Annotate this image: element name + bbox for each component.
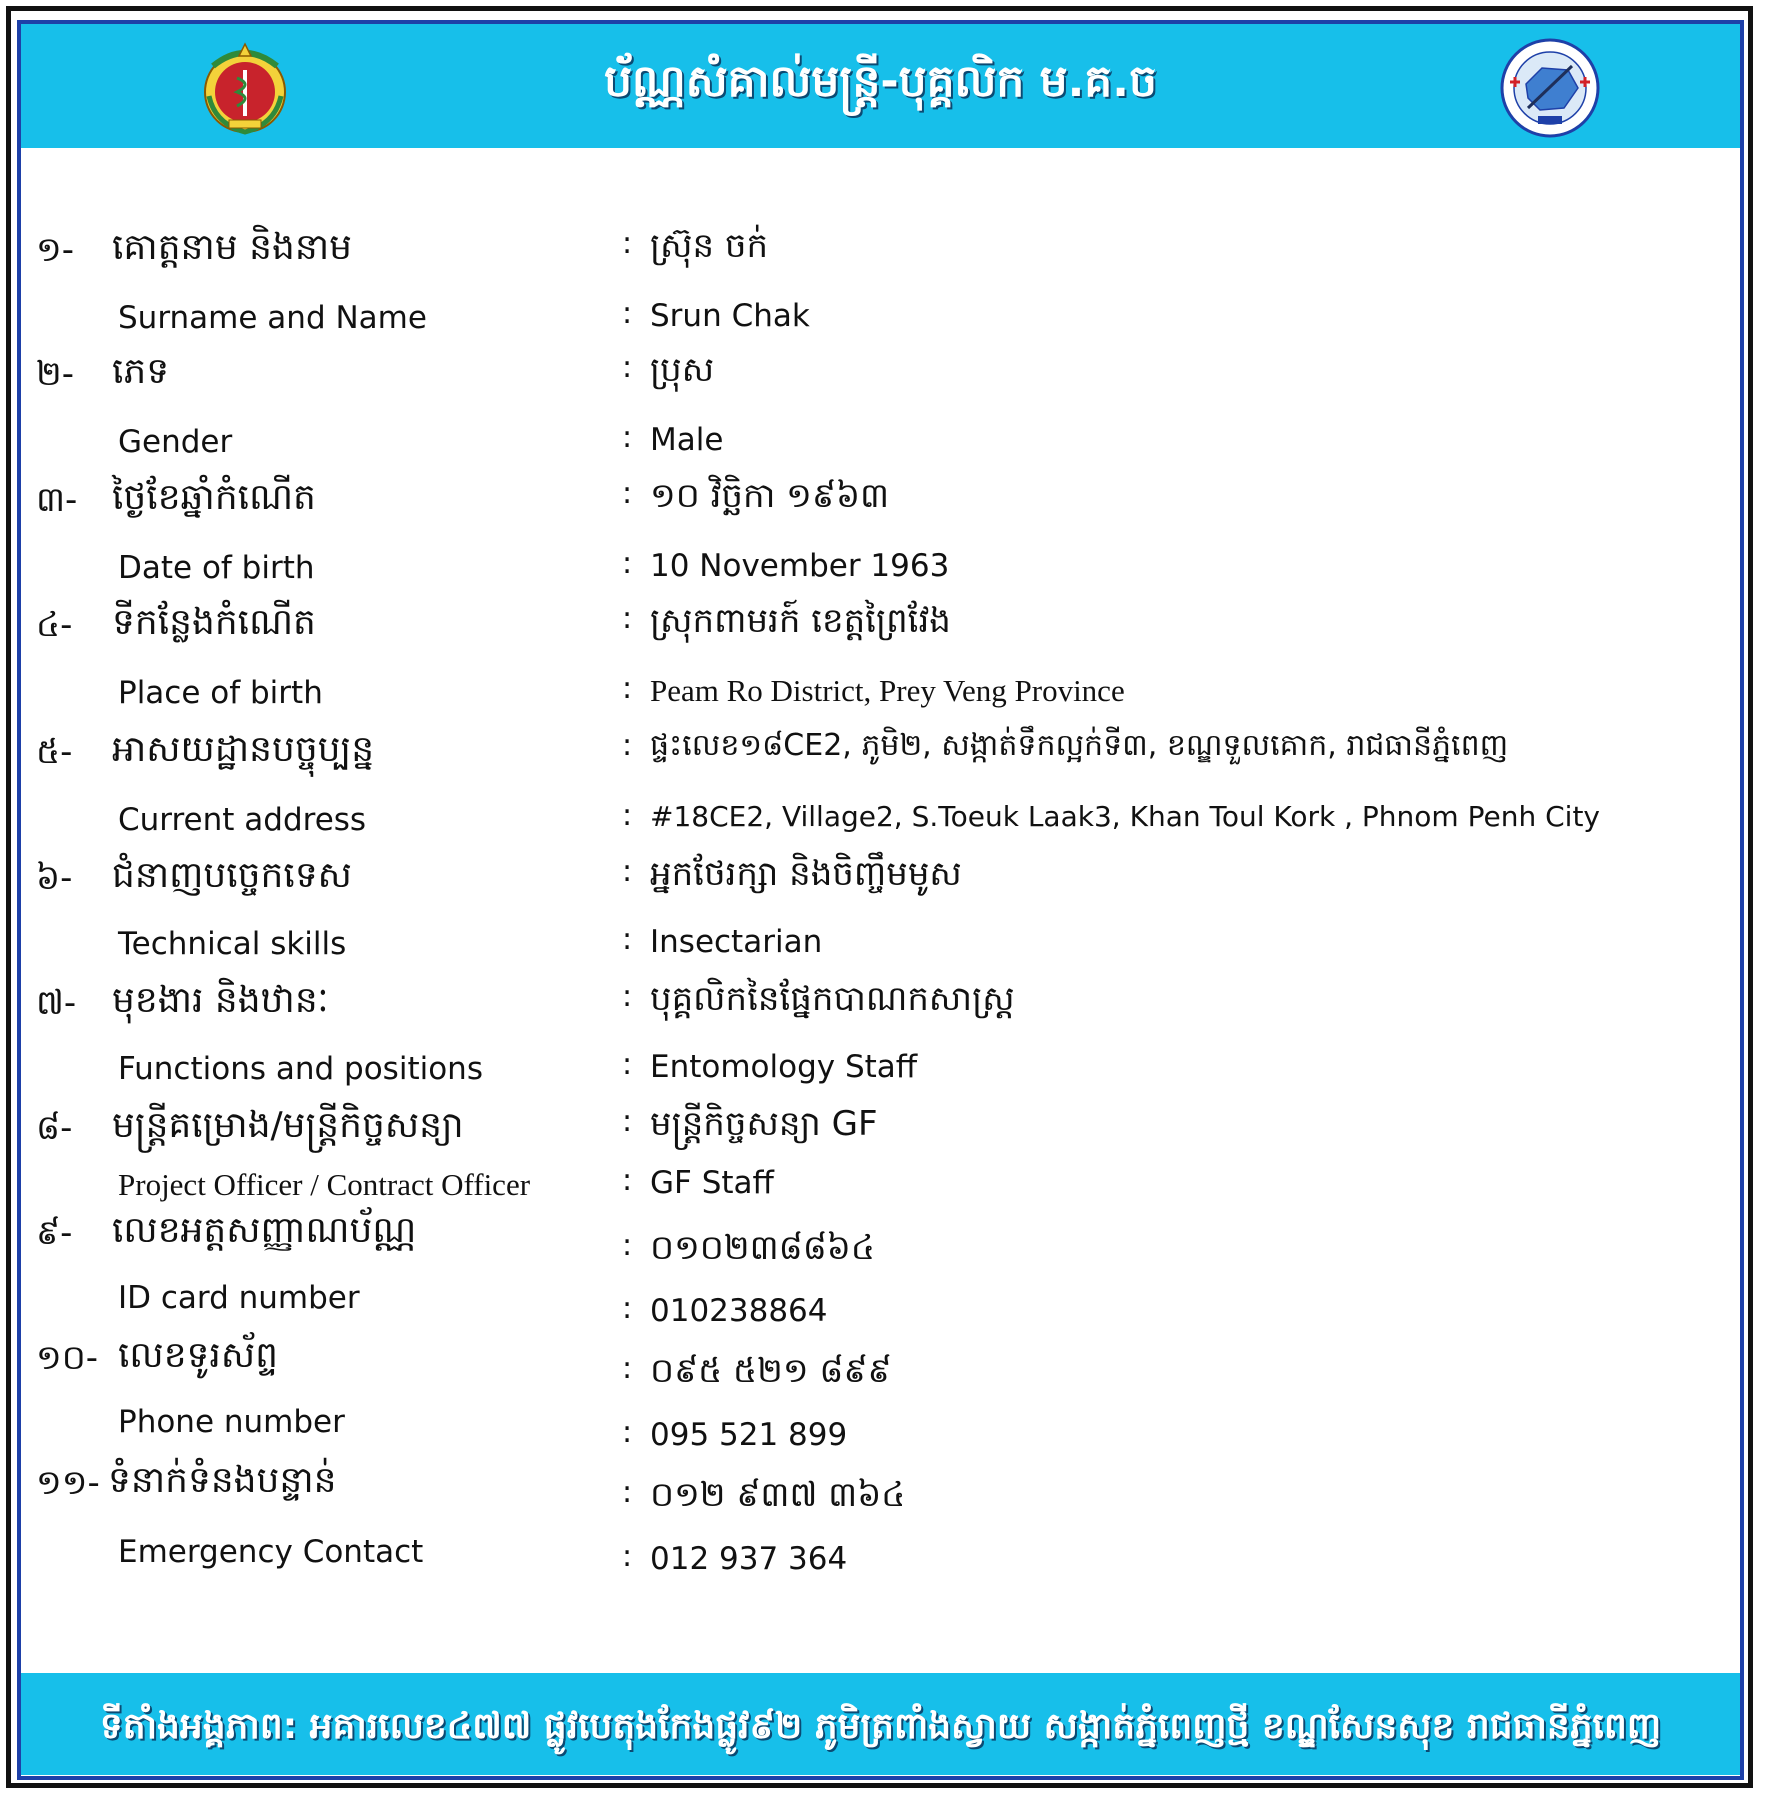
emergency-contact-value: 012 937 364 bbox=[650, 1541, 848, 1577]
place-of-birth-label: Place of birth bbox=[118, 675, 323, 711]
footer-banner bbox=[21, 1673, 1740, 1775]
card-title: ប័ណ្ណសំគាល់មន្ត្រី-បុគ្គលិក ម.គ.ច bbox=[604, 56, 1157, 107]
colon: : bbox=[622, 1475, 633, 1510]
functions-and-positions-label-km: មុខងារ និងឋានៈ bbox=[112, 980, 329, 1021]
colon: : bbox=[622, 1351, 633, 1386]
surname-and-name-label: Surname and Name bbox=[118, 300, 427, 336]
date-of-birth-label-km: ថ្ងៃខែឆ្នាំកំណើត bbox=[112, 477, 316, 518]
field-1-km-row bbox=[0, 222, 1771, 278]
header-banner bbox=[21, 24, 1740, 148]
current-address-label-km: អាសយដ្ឋានបច្ចុប្បន្ន bbox=[112, 729, 375, 770]
field-number: ៤- bbox=[36, 605, 73, 645]
current-address-value: #18CE2, Village2, S.Toeuk Laak3, Khan Toul Kork , Phnom Penh City bbox=[650, 800, 1600, 833]
project-contract-officer-label-km: មន្ត្រីគម្រោង/មន្ត្រីកិច្ចសន្យា bbox=[112, 1105, 464, 1146]
field-1-en-row bbox=[0, 292, 1771, 348]
phone-number-label: Phone number bbox=[118, 1404, 345, 1440]
colon: : bbox=[622, 1047, 633, 1082]
colon: : bbox=[622, 476, 633, 511]
colon: : bbox=[622, 1291, 633, 1326]
colon: : bbox=[622, 728, 633, 763]
date-of-birth-value-km: ១០ វិច្ឆិកា ១៩៦៣ bbox=[650, 476, 890, 516]
technical-skills-label: Technical skills bbox=[118, 926, 347, 962]
date-of-birth-label: Date of birth bbox=[118, 550, 315, 586]
gender-label: Gender bbox=[118, 424, 233, 460]
field-11-en-value-row bbox=[0, 1535, 1771, 1591]
id-card-number-label-km: លេខអត្តសញ្ញាណប័ណ្ណ bbox=[112, 1210, 417, 1251]
emergency-contact-label-km: ទំនាក់ទំនងបន្ទាន់ bbox=[108, 1460, 337, 1501]
date-of-birth-value: 10 November 1963 bbox=[650, 548, 950, 584]
colon: : bbox=[622, 601, 633, 636]
colon: : bbox=[622, 979, 633, 1014]
colon: : bbox=[622, 671, 633, 706]
field-number: ៣- bbox=[36, 480, 78, 520]
id-card-number-value-km: ០១០២៣៨៨៦៤ bbox=[650, 1228, 875, 1268]
gender-value-km: ប្រុស bbox=[650, 350, 715, 390]
field-number: ១១- bbox=[36, 1463, 100, 1503]
emergency-contact-label: Emergency Contact bbox=[118, 1534, 424, 1570]
office-address: ទីតាំងអង្គភាព: អគារលេខ៤៧៧ ផ្លូវបេតុងកែងផ្លូវ៩២ ភូមិត្រពាំងស្វាយ សង្កាត់ភ្នំពេញថ្មី ខណ្ឌសែនសុខ រាជធានីភ្នំពេញ bbox=[99, 1706, 1662, 1747]
field-6-km-row bbox=[0, 850, 1771, 906]
field-5-km-row bbox=[0, 724, 1771, 780]
field-5-en-row bbox=[0, 794, 1771, 850]
colon: : bbox=[622, 226, 633, 261]
gender-value: Male bbox=[650, 422, 724, 458]
technical-skills-value: Insectarian bbox=[650, 924, 823, 960]
field-7-en-row bbox=[0, 1043, 1771, 1099]
field-3-en-row bbox=[0, 542, 1771, 598]
gender-label-km: ភេទ bbox=[112, 351, 170, 392]
colon: : bbox=[622, 922, 633, 957]
field-3-km-row bbox=[0, 472, 1771, 528]
surname-and-name-label-km: គោត្តនាម និងនាម bbox=[112, 227, 352, 268]
project-contract-officer-value-km: មន្ត្រីកិច្ចសន្យា GF bbox=[650, 1104, 878, 1144]
project-contract-officer-value: GF Staff bbox=[650, 1165, 774, 1201]
field-number: ២- bbox=[36, 354, 75, 394]
field-10-km-value-row bbox=[0, 1347, 1771, 1403]
id-card-number-value: 010238864 bbox=[650, 1293, 828, 1329]
current-address-label: Current address bbox=[118, 802, 367, 838]
technical-skills-label-km: ជំនាញបច្ចេកទេស bbox=[112, 855, 352, 896]
surname-and-name-value-km: ស្រ៊ុន ចក់ bbox=[650, 226, 769, 266]
field-number: ៨- bbox=[36, 1108, 73, 1148]
place-of-birth-value: Peam Ro District, Prey Veng Province bbox=[650, 673, 1125, 708]
colon: : bbox=[622, 420, 633, 455]
colon: : bbox=[622, 350, 633, 385]
field-2-en-row bbox=[0, 416, 1771, 472]
colon: : bbox=[622, 1163, 633, 1198]
field-number: ៧- bbox=[36, 983, 77, 1023]
field-7-km-row bbox=[0, 975, 1771, 1031]
colon: : bbox=[622, 854, 633, 889]
emergency-contact-value-km: ០១២ ៩៣៧ ៣៦៤ bbox=[650, 1475, 906, 1515]
functions-and-positions-value-km: បុគ្គលិកនៃផ្នែកបាណកសាស្ត្រ bbox=[650, 979, 1015, 1019]
phone-number-label-km: លេខទូរស័ព្ទ bbox=[118, 1335, 278, 1376]
field-2-km-row bbox=[0, 346, 1771, 402]
colon: : bbox=[622, 1415, 633, 1450]
functions-and-positions-label: Functions and positions bbox=[118, 1051, 483, 1087]
id-card-number-label: ID card number bbox=[118, 1280, 360, 1316]
field-6-en-row bbox=[0, 918, 1771, 974]
phone-number-value: 095 521 899 bbox=[650, 1417, 848, 1453]
place-of-birth-label-km: ទីកន្លែងកំណើត bbox=[112, 602, 316, 643]
current-address-value-km: ផ្ទះលេខ១៨CE2, ភូមិ២, សង្កាត់ទឹកល្អក់ទី៣, ខណ្ឌទួលគោក, រាជធានីភ្នំពេញ bbox=[650, 728, 1509, 763]
field-number: ១០- bbox=[36, 1338, 99, 1378]
functions-and-positions-value: Entomology Staff bbox=[650, 1049, 918, 1085]
project-contract-officer-label: Project Officer / Contract Officer bbox=[118, 1167, 531, 1202]
cnm-logo-icon bbox=[1498, 36, 1602, 140]
colon: : bbox=[622, 1228, 633, 1263]
field-number: ៥- bbox=[36, 732, 73, 772]
field-number: ៩- bbox=[36, 1213, 73, 1253]
field-11-km-value-row bbox=[0, 1471, 1771, 1527]
technical-skills-value-km: អ្នកថែរក្សា និងចិញ្ចឹមមូស bbox=[650, 854, 962, 894]
colon: : bbox=[622, 546, 633, 581]
colon: : bbox=[622, 798, 633, 833]
place-of-birth-value-km: ស្រុកពាមរក៍ ខេត្តព្រៃវែង bbox=[650, 601, 951, 641]
colon: : bbox=[622, 296, 633, 331]
colon: : bbox=[622, 1104, 633, 1139]
field-number: ១- bbox=[36, 230, 75, 270]
field-number: ៦- bbox=[36, 858, 73, 898]
field-4-km-row bbox=[0, 597, 1771, 653]
phone-number-value-km: ០៩៥ ៥២១ ៨៩៩ bbox=[650, 1351, 892, 1391]
colon: : bbox=[622, 1539, 633, 1574]
field-4-en-row bbox=[0, 667, 1771, 723]
surname-and-name-value: Srun Chak bbox=[650, 298, 810, 334]
field-8-km-row bbox=[0, 1100, 1771, 1156]
